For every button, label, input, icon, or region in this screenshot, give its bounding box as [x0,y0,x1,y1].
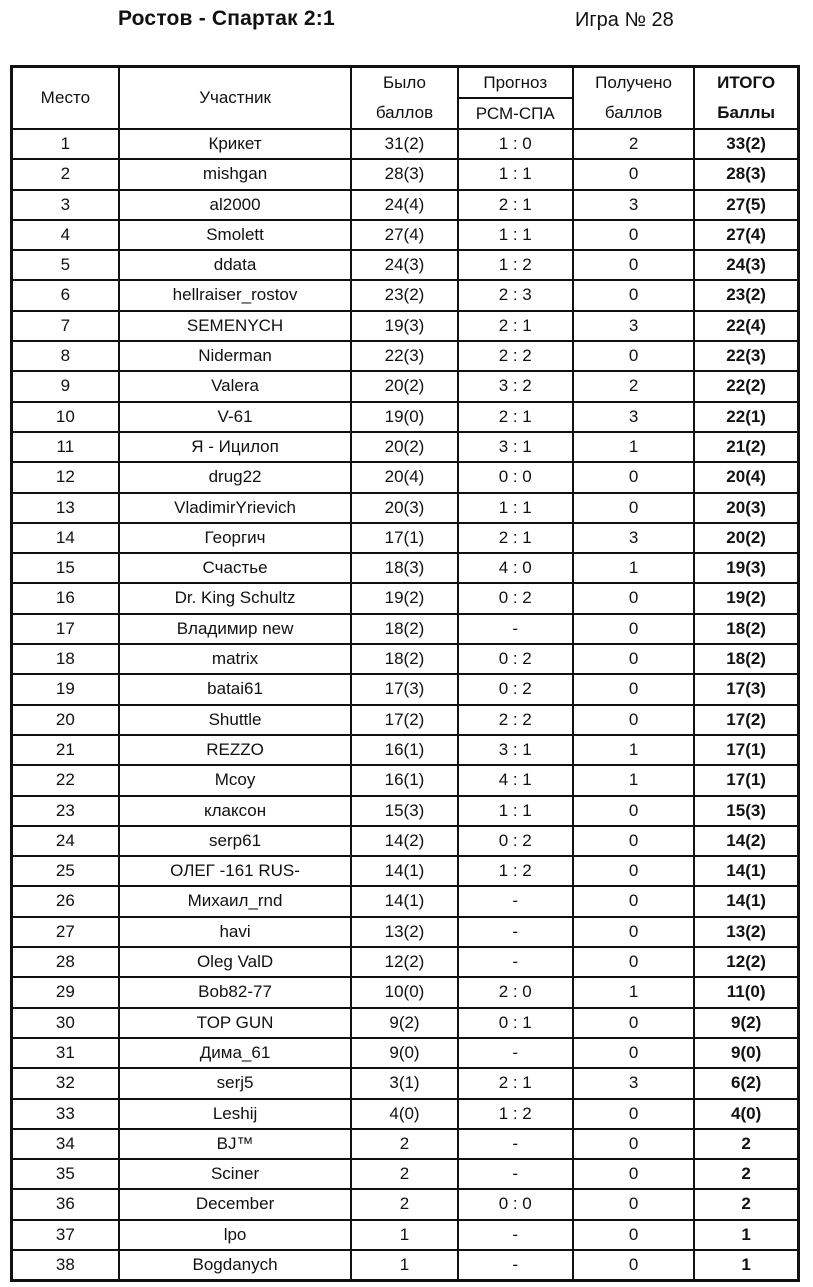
points-received-cell: 1 [573,432,694,462]
total-points-cell: 22(2) [694,371,798,401]
table-row [12,1250,799,1281]
points-before-cell: 20(2) [351,432,457,462]
participant-cell: December [119,1189,352,1219]
points-before-cell: 24(4) [351,190,457,220]
points-received-cell: 0 [573,1038,694,1068]
points-received-cell: 2 [573,129,694,159]
participant-cell: Sciner [119,1159,352,1189]
total-points-cell: 33(2) [694,129,798,159]
participant-cell: Leshij [119,1099,352,1129]
points-received-cell: 0 [573,280,694,310]
place-cell: 14 [12,523,119,553]
points-before-cell: 20(4) [351,462,457,492]
total-points-cell: 15(3) [694,796,798,826]
table-row [12,1008,799,1038]
points-before-cell: 28(3) [351,159,457,189]
forecast-cell: - [458,614,573,644]
table-row [12,705,799,735]
points-before-cell: 27(4) [351,220,457,250]
points-received-cell: 0 [573,220,694,250]
forecast-cell: 1 : 1 [458,493,573,523]
table-row [12,523,799,553]
points-before-cell: 10(0) [351,977,457,1007]
total-points-cell: 20(3) [694,493,798,523]
points-before-cell: 1 [351,1250,457,1281]
table-row [12,402,799,432]
points-before-cell: 14(1) [351,856,457,886]
col-header-points-before-line2: баллов [375,103,434,122]
table-row [12,614,799,644]
place-cell: 26 [12,886,119,916]
place-cell: 13 [12,493,119,523]
forecast-cell: 2 : 1 [458,311,573,341]
forecast-cell: 0 : 2 [458,826,573,856]
forecast-cell: 0 : 1 [458,1008,573,1038]
total-points-cell: 17(1) [694,765,798,795]
points-received-cell: 3 [573,402,694,432]
points-received-cell: 2 [573,371,694,401]
total-points-cell: 1 [694,1250,798,1281]
points-received-cell: 0 [573,856,694,886]
total-points-cell: 9(2) [694,1008,798,1038]
forecast-cell: 3 : 1 [458,735,573,765]
participant-cell: hellraiser_rostov [119,280,352,310]
col-header-total-line1: ИТОГО [717,73,776,92]
forecast-cell: 2 : 1 [458,523,573,553]
col-header-forecast-teams: РСМ-СПА [458,98,573,129]
points-before-cell: 14(2) [351,826,457,856]
place-cell: 18 [12,644,119,674]
points-before-cell: 2 [351,1129,457,1159]
participant-cell: Dr. King Schultz [119,583,352,613]
col-header-forecast: Прогноз [458,67,573,99]
points-before-cell: 17(3) [351,674,457,704]
table-row [12,371,799,401]
total-points-cell: 19(3) [694,553,798,583]
participant-cell: Oleg ValD [119,947,352,977]
table-row [12,826,799,856]
participant-cell: Крикет [119,129,352,159]
place-cell: 1 [12,129,119,159]
forecast-cell: - [458,1220,573,1250]
place-cell: 29 [12,977,119,1007]
place-cell: 19 [12,674,119,704]
total-points-cell: 12(2) [694,947,798,977]
place-cell: 23 [12,796,119,826]
table-row [12,432,799,462]
points-received-cell: 0 [573,796,694,826]
table-row [12,159,799,189]
table-row [12,1220,799,1250]
points-before-cell: 2 [351,1159,457,1189]
table-row [12,250,799,280]
table-row [12,765,799,795]
table-row [12,977,799,1007]
place-cell: 28 [12,947,119,977]
participant-cell: matrix [119,644,352,674]
forecast-cell: 4 : 0 [458,553,573,583]
participant-cell: V-61 [119,402,352,432]
table-row [12,917,799,947]
participant-cell: Smolett [119,220,352,250]
place-cell: 12 [12,462,119,492]
forecast-cell: 1 : 1 [458,159,573,189]
points-before-cell: 17(1) [351,523,457,553]
forecast-cell: 0 : 0 [458,1189,573,1219]
table-row [12,341,799,371]
table-row [12,220,799,250]
table-header [12,67,799,130]
place-cell: 27 [12,917,119,947]
place-cell: 36 [12,1189,119,1219]
forecast-cell: - [458,1250,573,1281]
points-before-cell: 19(3) [351,311,457,341]
points-received-cell: 0 [573,674,694,704]
total-points-cell: 20(4) [694,462,798,492]
points-before-cell: 18(2) [351,614,457,644]
total-points-cell: 22(4) [694,311,798,341]
forecast-cell: 0 : 2 [458,674,573,704]
points-received-cell: 0 [573,1189,694,1219]
total-points-cell: 22(1) [694,402,798,432]
points-received-cell: 0 [573,1250,694,1281]
total-points-cell: 17(1) [694,735,798,765]
forecast-cell: 3 : 1 [458,432,573,462]
col-header-total-line2: Баллы [717,103,776,122]
table-row [12,856,799,886]
participant-cell: REZZO [119,735,352,765]
total-points-cell: 6(2) [694,1068,798,1098]
participant-cell: lpo [119,1220,352,1250]
place-cell: 20 [12,705,119,735]
forecast-cell: 2 : 1 [458,402,573,432]
forecast-cell: 0 : 2 [458,644,573,674]
table-row [12,674,799,704]
participant-cell: Niderman [119,341,352,371]
forecast-cell: 2 : 0 [458,977,573,1007]
total-points-cell: 1 [694,1220,798,1250]
points-received-cell: 0 [573,644,694,674]
forecast-cell: 1 : 2 [458,1099,573,1129]
points-before-cell: 9(0) [351,1038,457,1068]
forecast-cell: 1 : 0 [458,129,573,159]
participant-cell: batai61 [119,674,352,704]
forecast-cell: 1 : 1 [458,220,573,250]
participant-cell: Дима_61 [119,1038,352,1068]
participant-cell: Mcoy [119,765,352,795]
place-cell: 30 [12,1008,119,1038]
forecast-cell: - [458,917,573,947]
total-points-cell: 21(2) [694,432,798,462]
total-points-cell: 11(0) [694,977,798,1007]
points-before-cell: 24(3) [351,250,457,280]
place-cell: 10 [12,402,119,432]
points-before-cell: 31(2) [351,129,457,159]
participant-cell: mishgan [119,159,352,189]
table-row [12,583,799,613]
forecast-cell: 0 : 2 [458,583,573,613]
table-row [12,462,799,492]
forecast-cell: 2 : 1 [458,190,573,220]
points-received-cell: 3 [573,523,694,553]
participant-cell: drug22 [119,462,352,492]
total-points-cell: 2 [694,1189,798,1219]
participant-cell: Я - Ицилоп [119,432,352,462]
table-row [12,553,799,583]
points-received-cell: 0 [573,947,694,977]
total-points-cell: 14(1) [694,856,798,886]
forecast-cell: 1 : 2 [458,856,573,886]
participant-cell: BJ™ [119,1129,352,1159]
total-points-cell: 19(2) [694,583,798,613]
col-header-place: Место [12,67,119,130]
forecast-cell: - [458,947,573,977]
points-received-cell: 0 [573,1099,694,1129]
place-cell: 6 [12,280,119,310]
total-points-cell: 17(2) [694,705,798,735]
points-received-cell: 3 [573,311,694,341]
forecast-cell: 3 : 2 [458,371,573,401]
col-header-points-received-line2: баллов [604,103,663,122]
forecast-cell: - [458,1159,573,1189]
total-points-cell: 24(3) [694,250,798,280]
participant-cell: Bogdanych [119,1250,352,1281]
points-received-cell: 3 [573,1068,694,1098]
forecast-cell: 1 : 1 [458,796,573,826]
place-cell: 37 [12,1220,119,1250]
table-row [12,796,799,826]
place-cell: 2 [12,159,119,189]
points-before-cell: 18(2) [351,644,457,674]
place-cell: 5 [12,250,119,280]
total-points-cell: 22(3) [694,341,798,371]
participant-cell: Счастье [119,553,352,583]
place-cell: 31 [12,1038,119,1068]
col-header-points-received-line1: Получено [595,73,673,92]
points-received-cell: 0 [573,826,694,856]
place-cell: 3 [12,190,119,220]
points-received-cell: 0 [573,614,694,644]
points-received-cell: 0 [573,886,694,916]
place-cell: 32 [12,1068,119,1098]
participant-cell: Valera [119,371,352,401]
points-before-cell: 20(3) [351,493,457,523]
total-points-cell: 14(1) [694,886,798,916]
place-cell: 8 [12,341,119,371]
points-received-cell: 0 [573,1008,694,1038]
total-points-cell: 2 [694,1159,798,1189]
table-row [12,1038,799,1068]
points-received-cell: 0 [573,250,694,280]
points-before-cell: 19(2) [351,583,457,613]
place-cell: 21 [12,735,119,765]
forecast-cell: 0 : 0 [458,462,573,492]
total-points-cell: 28(3) [694,159,798,189]
game-number-label: Игра № 28 [575,9,674,31]
table-row [12,1129,799,1159]
points-received-cell: 1 [573,553,694,583]
table-row [12,947,799,977]
forecast-cell: 2 : 3 [458,280,573,310]
forecast-cell: 2 : 2 [458,705,573,735]
participant-cell: Георгич [119,523,352,553]
table-row [12,493,799,523]
forecast-cell: 4 : 1 [458,765,573,795]
table-row [12,1068,799,1098]
table-row [12,311,799,341]
forecast-cell: 2 : 2 [458,341,573,371]
forecast-cell: - [458,1038,573,1068]
forecast-cell: - [458,1129,573,1159]
table-row [12,129,799,159]
place-cell: 35 [12,1159,119,1189]
page-header [0,0,813,55]
participant-cell: havi [119,917,352,947]
table-row [12,1099,799,1129]
place-cell: 7 [12,311,119,341]
points-received-cell: 1 [573,977,694,1007]
place-cell: 15 [12,553,119,583]
participant-cell: TOP GUN [119,1008,352,1038]
col-header-participant: Участник [119,67,352,130]
points-before-cell: 1 [351,1220,457,1250]
points-before-cell: 14(1) [351,886,457,916]
points-received-cell: 1 [573,765,694,795]
participant-cell: SEMENYCH [119,311,352,341]
points-before-cell: 3(1) [351,1068,457,1098]
participant-cell: клаксон [119,796,352,826]
participant-cell: al2000 [119,190,352,220]
participant-cell: Bob82-77 [119,977,352,1007]
place-cell: 22 [12,765,119,795]
points-before-cell: 12(2) [351,947,457,977]
total-points-cell: 13(2) [694,917,798,947]
place-cell: 25 [12,856,119,886]
col-header-points-received [573,67,694,130]
standings-table [10,65,800,1282]
table-row [12,735,799,765]
table-row [12,190,799,220]
table-body [12,129,799,1281]
place-cell: 38 [12,1250,119,1281]
col-header-points-before [351,67,457,130]
participant-cell: ОЛЕГ -161 RUS- [119,856,352,886]
table-row [12,280,799,310]
total-points-cell: 18(2) [694,614,798,644]
points-received-cell: 0 [573,1159,694,1189]
total-points-cell: 2 [694,1129,798,1159]
place-cell: 9 [12,371,119,401]
total-points-cell: 27(5) [694,190,798,220]
points-before-cell: 23(2) [351,280,457,310]
points-received-cell: 0 [573,583,694,613]
points-before-cell: 4(0) [351,1099,457,1129]
total-points-cell: 9(0) [694,1038,798,1068]
place-cell: 17 [12,614,119,644]
table-row [12,1189,799,1219]
points-received-cell: 0 [573,705,694,735]
match-title: Ростов - Спартак 2:1 [118,7,335,30]
points-before-cell: 19(0) [351,402,457,432]
points-before-cell: 16(1) [351,735,457,765]
place-cell: 11 [12,432,119,462]
total-points-cell: 18(2) [694,644,798,674]
points-received-cell: 0 [573,462,694,492]
points-before-cell: 18(3) [351,553,457,583]
points-received-cell: 0 [573,493,694,523]
participant-cell: serj5 [119,1068,352,1098]
place-cell: 24 [12,826,119,856]
forecast-cell: 2 : 1 [458,1068,573,1098]
total-points-cell: 20(2) [694,523,798,553]
participant-cell: ddata [119,250,352,280]
place-cell: 16 [12,583,119,613]
total-points-cell: 23(2) [694,280,798,310]
place-cell: 33 [12,1099,119,1129]
participant-cell: Михаил_rnd [119,886,352,916]
points-received-cell: 0 [573,1129,694,1159]
points-received-cell: 0 [573,341,694,371]
col-header-total [694,67,798,130]
points-received-cell: 0 [573,917,694,947]
total-points-cell: 17(3) [694,674,798,704]
points-before-cell: 2 [351,1189,457,1219]
points-before-cell: 22(3) [351,341,457,371]
table-row [12,644,799,674]
col-header-points-before-line1: Было [383,73,426,92]
total-points-cell: 27(4) [694,220,798,250]
points-before-cell: 15(3) [351,796,457,826]
points-before-cell: 20(2) [351,371,457,401]
forecast-cell: - [458,886,573,916]
place-cell: 4 [12,220,119,250]
points-received-cell: 1 [573,735,694,765]
total-points-cell: 4(0) [694,1099,798,1129]
table-row [12,1159,799,1189]
forecast-cell: 1 : 2 [458,250,573,280]
points-received-cell: 0 [573,159,694,189]
place-cell: 34 [12,1129,119,1159]
points-before-cell: 16(1) [351,765,457,795]
participant-cell: Владимир new [119,614,352,644]
points-before-cell: 13(2) [351,917,457,947]
table-row [12,886,799,916]
points-before-cell: 9(2) [351,1008,457,1038]
points-received-cell: 0 [573,1220,694,1250]
participant-cell: VladimirYrievich [119,493,352,523]
total-points-cell: 14(2) [694,826,798,856]
points-received-cell: 3 [573,190,694,220]
points-before-cell: 17(2) [351,705,457,735]
participant-cell: serp61 [119,826,352,856]
participant-cell: Shuttle [119,705,352,735]
